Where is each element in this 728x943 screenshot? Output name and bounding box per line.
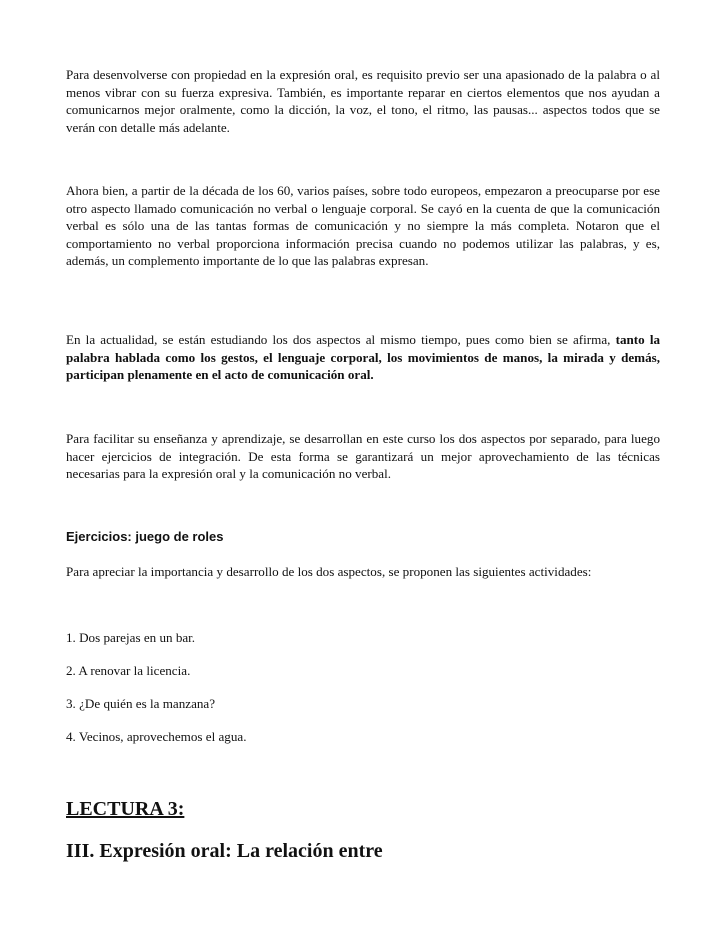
section-title: III. Expresión oral: La relación entre bbox=[66, 840, 383, 862]
paragraph-actualidad-emphasis: tanto la palabra hablada como los gestos, el lenguaje corporal, los movimientos de manos, la mirada y demás, participan plenamente en el acto de comunicación oral. bbox=[66, 332, 661, 383]
lectura-label: LECTURA 3: bbox=[66, 798, 185, 820]
paragraph-actualidad bbox=[66, 331, 660, 384]
exercises-heading: Ejercicios: juego de roles bbox=[66, 529, 224, 544]
paragraph-expresion-oral: Para desenvolverse con propiedad en la expresión oral, es requisito previo ser una apasionado de la palabra o al menos vibrar con su fuerza expresiva. También, es importante reparar en ciertos elementos que nos ayudan a comunicarnos mejor oralmente, como la dicción, la voz, el tono, el ritmo, las pausas... aspectos todos que se verán con detalle más adelante. bbox=[66, 67, 660, 135]
exercise-item-4: 4. Vecinos, aprovechemos el agua. bbox=[66, 729, 247, 744]
paragraph-actualidad-intro: En la actualidad, se están estudiando los dos aspectos al mismo tiempo, pues como bien se afirma, bbox=[66, 332, 611, 347]
paragraph-ensenanza: Para facilitar su enseñanza y aprendizaje, se desarrollan en este curso los dos aspectos por separado, para luego hacer ejercicios de integración. De esta forma se garantizará un mejor aprovechamiento de las técnicas necesarias para la expresión oral y la comunicación no verbal. bbox=[66, 431, 660, 482]
exercises-intro: Para apreciar la importancia y desarrollo de los dos aspectos, se proponen las siguientes actividades: bbox=[66, 564, 592, 579]
exercise-item-3: 3. ¿De quién es la manzana? bbox=[66, 696, 216, 711]
paragraph-comunicacion-no-verbal: Ahora bien, a partir de la década de los 60, varios países, sobre todo europeos, empezaron a preocuparse por ese otro aspecto llamado comunicación no verbal o lenguaje corporal. Se cayó en la cuenta de que la comunicación verbal es sólo una de las tantas formas de comunicación y no siempre la más completa. Notaron que el comportamiento no verbal proporciona información precisa cuando no podemos utilizar las palabras, y es, además, un complemento importante de lo que las palabras expresan. bbox=[66, 183, 660, 269]
exercise-item-1: 1. Dos parejas en un bar. bbox=[66, 630, 196, 645]
exercise-item-2: 2. A renovar la licencia. bbox=[66, 663, 191, 678]
